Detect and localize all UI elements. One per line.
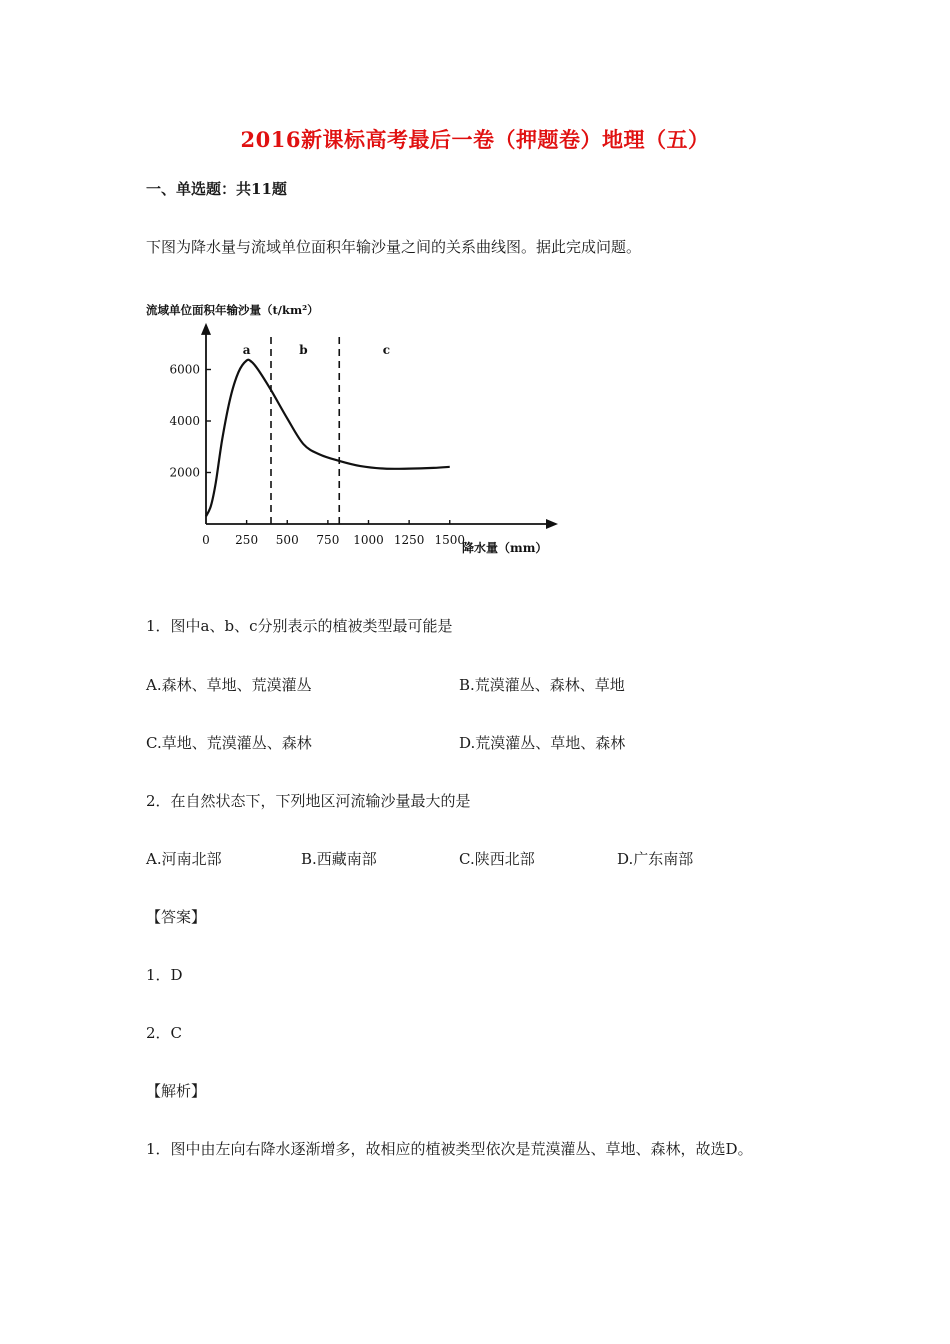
x-tick-label: 250 bbox=[235, 533, 259, 547]
q1-option-d: D.荒漠灌丛、草地、森林 bbox=[459, 734, 626, 752]
q2-option-c: C.陕西北部 bbox=[459, 850, 535, 868]
section-heading: 一、单选题：共11题 bbox=[146, 180, 287, 198]
chart-ylabel: 流域单位面积年输沙量（t/km²） bbox=[146, 303, 319, 317]
q1-stem: 1．图中a、b、c分别表示的植被类型最可能是 bbox=[146, 617, 453, 635]
x-tick-label: 0 bbox=[202, 533, 210, 547]
x-axis-arrow bbox=[546, 519, 558, 529]
q1-option-a: A.森林、草地、荒漠灌丛 bbox=[146, 676, 312, 694]
analysis-1: 1．图中由左向右降水逐渐增多，故相应的植被类型依次是荒漠灌丛、草地、森林，故选D。 bbox=[146, 1140, 753, 1158]
region-label-b: b bbox=[299, 343, 308, 358]
x-tick-label: 1500 bbox=[434, 533, 466, 547]
x-tick-label: 1000 bbox=[353, 533, 384, 547]
chart-dividers bbox=[271, 336, 339, 524]
sediment-curve bbox=[206, 360, 450, 517]
x-tick-label: 750 bbox=[316, 533, 340, 547]
answer-1: 1．D bbox=[146, 966, 183, 984]
x-tick-label: 500 bbox=[275, 533, 299, 547]
q2-option-d: D.广东南部 bbox=[617, 850, 694, 868]
analysis-heading: 【解析】 bbox=[146, 1082, 207, 1100]
y-axis-arrow bbox=[201, 323, 211, 335]
chart-axes bbox=[201, 323, 558, 529]
y-tick-label: 4000 bbox=[169, 414, 200, 428]
answer-2: 2．C bbox=[146, 1024, 183, 1042]
q2-stem: 2．在自然状态下，下列地区河流输沙量最大的是 bbox=[146, 792, 471, 810]
region-label-c: c bbox=[382, 343, 391, 358]
answer-heading: 【答案】 bbox=[146, 908, 207, 926]
y-tick-label: 6000 bbox=[169, 362, 200, 377]
q1-option-b: B.荒漠灌丛、森林、草地 bbox=[459, 676, 625, 694]
q2-option-a: A.河南北部 bbox=[146, 850, 222, 868]
intro-text: 下图为降水量与流域单位面积年输沙量之间的关系曲线图。据此完成问题。 bbox=[146, 238, 642, 256]
x-tick-label: 1250 bbox=[393, 533, 425, 547]
chart-ticks bbox=[169, 363, 465, 548]
q1-option-c: C.草地、荒漠灌丛、森林 bbox=[146, 734, 312, 752]
chart-region-labels bbox=[243, 343, 390, 357]
y-tick-label: 2000 bbox=[169, 465, 200, 480]
sediment-chart bbox=[140, 292, 560, 562]
q2-option-b: B.西藏南部 bbox=[301, 850, 377, 868]
page-title: 2016新课标高考最后一卷（押题卷）地理（五） bbox=[240, 127, 710, 152]
region-label-a: a bbox=[242, 343, 251, 358]
chart-xlabel: 降水量（mm） bbox=[462, 541, 548, 555]
